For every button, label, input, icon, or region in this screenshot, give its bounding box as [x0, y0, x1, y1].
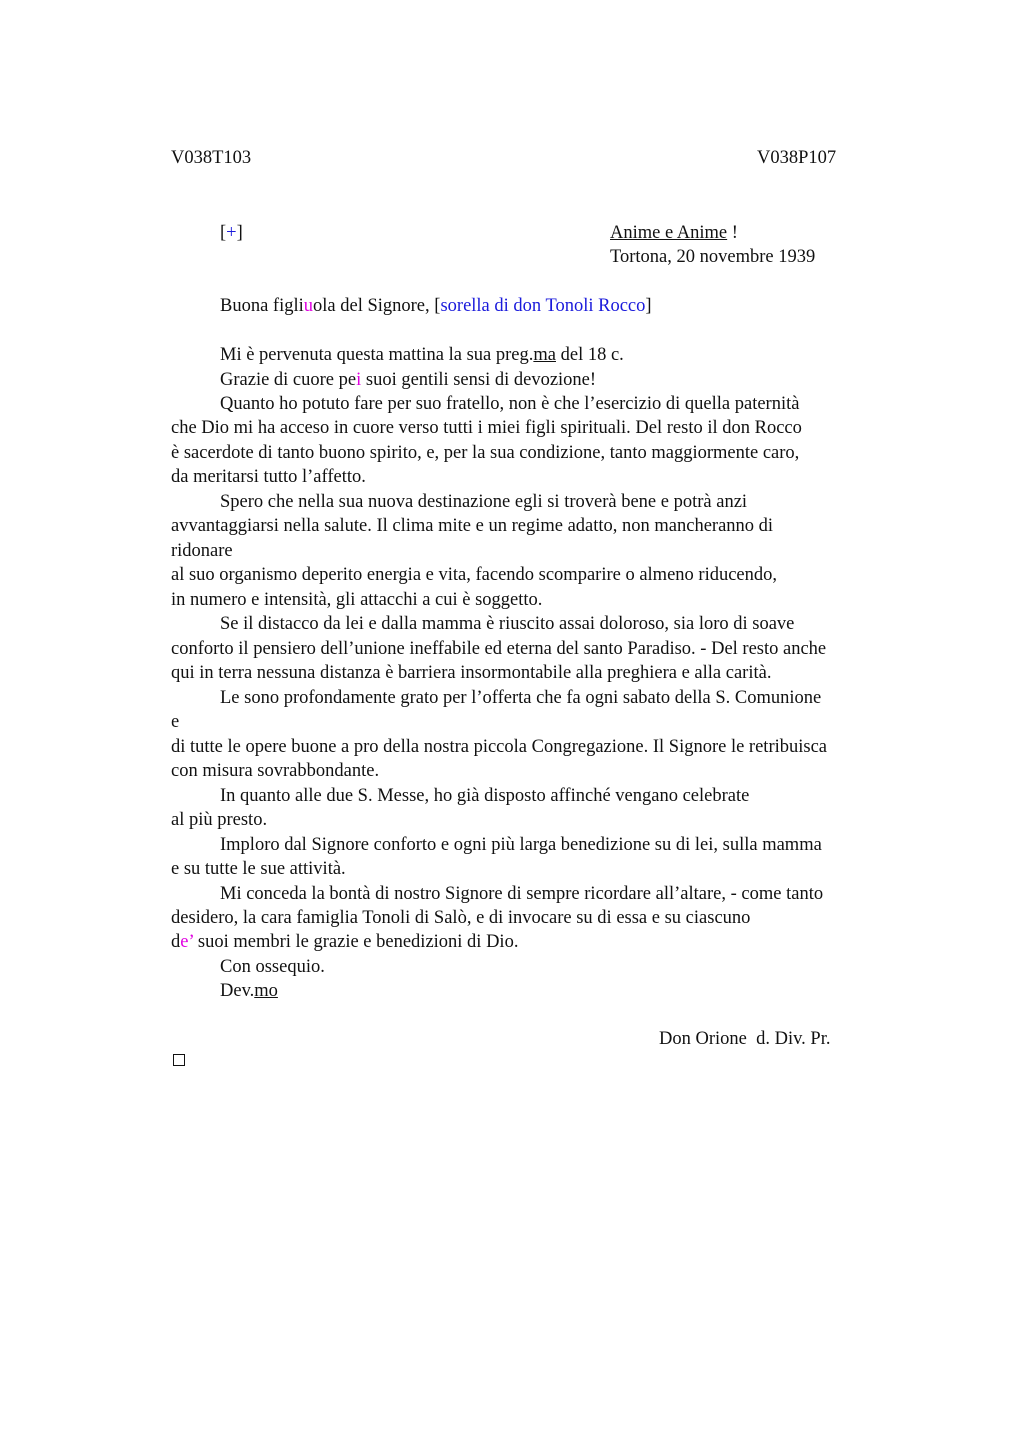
body-line: Imploro dal Signore conforto e ogni più larga benedizione su di lei, sulla mamma [220, 835, 822, 855]
body-line: con misura sovrabbondante. [171, 761, 380, 781]
body-line: e su tutte le sue attività. [171, 859, 346, 879]
body-line: Mi conceda la bontà di nostro Signore di sempre ricordare all’altare, - come tanto [220, 884, 824, 904]
body-line: de’ suoi membri le grazie e benedizioni di Dio. [171, 932, 519, 952]
signature: Don Orione d. Div. Pr. [659, 1029, 831, 1049]
body-line: In quanto alle due S. Messe, ho già disposto affinché vengano celebrate [220, 786, 750, 806]
body-line: avvantaggiarsi nella salute. Il clima mite e un regime adatto, non mancheranno di [171, 516, 774, 536]
body-line: qui in terra nessuna distanza è barriera insormontabile alla preghiera e alla carità. [171, 663, 772, 683]
header-left-code: V038T103 [171, 148, 252, 168]
body-line: conforto il pensiero dell’unione ineffabile ed eterna del santo Paradiso. - Del resto anche [171, 639, 827, 659]
cross-symbol: + [226, 223, 237, 243]
body-line: da meritarsi tutto l’affetto. [171, 467, 366, 487]
body-line: in numero e intensità, gli attacchi a cui è soggetto. [171, 590, 543, 610]
body-line: Le sono profondamente grato per l’offerta che fa ogni sabato della S. Comunione [220, 688, 822, 708]
checkbox-square [173, 1054, 185, 1066]
body-line: che Dio mi ha acceso in cuore verso tutti i miei figli spirituali. Del resto il don Rocco [171, 418, 802, 438]
body-line: e [171, 712, 180, 732]
body-line: Spero che nella sua nuova destinazione egli si troverà bene e potrà anzi [220, 492, 748, 512]
closing-line: Con ossequio. [220, 957, 325, 977]
body-line: Quanto ho potuto fare per suo fratello, non è che l’esercizio di quella paternità [220, 394, 800, 414]
header-right-code: V038P107 [757, 148, 837, 168]
body-line: di tutte le opere buone a pro della nostra piccola Congregazione. Il Signore le retribuisca [171, 737, 828, 757]
closing-dev: Dev.mo [220, 981, 278, 1001]
salutation: Buona figliuola del Signore, [sorella di don Tonoli Rocco] [220, 296, 652, 316]
body-line: ridonare [171, 541, 233, 561]
body-line: Mi è pervenuta questa mattina la sua preg.ma del 18 c. [220, 345, 624, 365]
body-line: Grazie di cuore pei suoi gentili sensi di devozione! [220, 370, 597, 390]
body-line: desidero, la cara famiglia Tonoli di Salò, e di invocare su di essa e su ciascuno [171, 908, 751, 928]
cross-mark: [+] [220, 223, 243, 243]
body-line: è sacerdote di tanto buono spirito, e, per la sua condizione, tanto maggiormente caro, [171, 443, 800, 463]
body-line: al suo organismo deperito energia e vita, facendo scomparire o almeno riducendo, [171, 565, 778, 585]
body-line: Se il distacco da lei e dalla mamma è riuscito assai doloroso, sia loro di soave [220, 614, 795, 634]
dateline: Tortona, 20 novembre 1939 [610, 247, 816, 267]
motto: Anime e Anime ! [610, 223, 738, 243]
body-line: al più presto. [171, 810, 268, 830]
editor-note: sorella di don Tonoli Rocco [440, 296, 646, 316]
